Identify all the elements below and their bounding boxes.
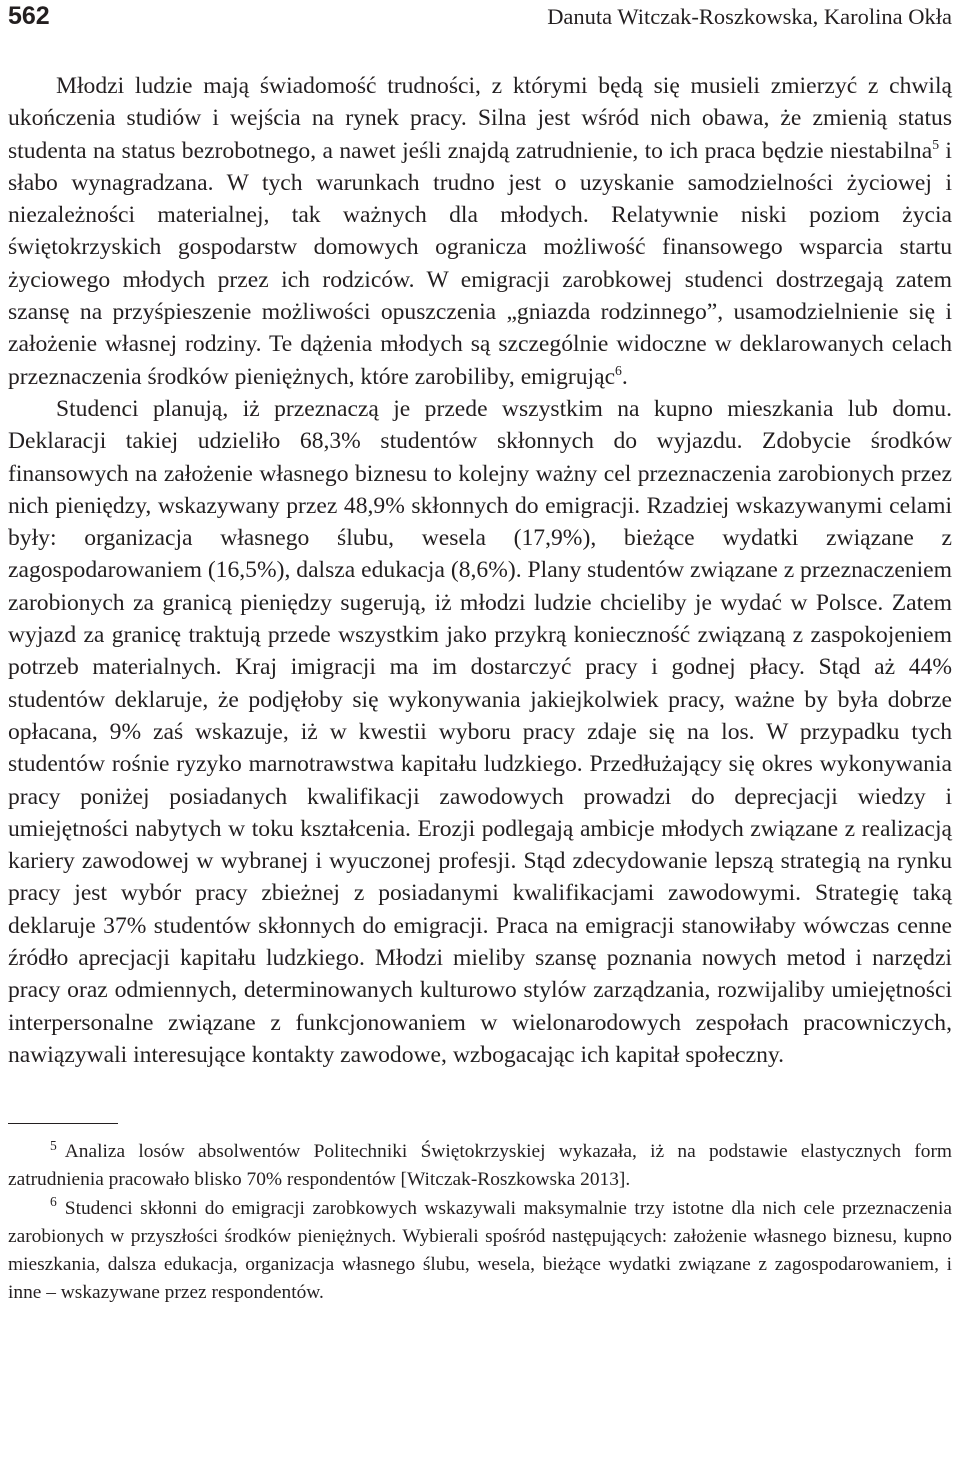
footnote [8,1195,952,1308]
page-number: 562 [8,2,50,30]
running-head-authors: Danuta Witczak-Roszkowska, Karolina Okła [547,4,952,29]
footnote [8,1138,952,1194]
document-page [8,0,952,1307]
paragraph-text: . [621,363,628,390]
footnote-number: 6 [50,1194,57,1210]
footnote-text: Studenci skłonni do emigracji zarobkowych wskazywali maksymalnie trzy istotne dla nich cele przeznaczenia zarobionych w przyszłości środków pieniężnych. Wybierali spośród następujących: założenie własnego biznesu, kupno mieszkania, dalsza edukacja, organizacja własnego ślubu, wesela, bieżące wydatki związane z zagospodarowaniem, i inne – wskazywane przez respondentów. [8,1197,952,1304]
footnote-reference[interactable]: 5 [932,136,940,152]
footnote-number: 5 [50,1137,57,1153]
body-paragraph: Studenci planują, iż przeznaczą je przede wszystkim na kupno mieszkania lub domu. Deklaracji takiej udzieliło 68,3% studentów skłonnych do wyjazdu. Zdobycie środków finansowych na założenie własnego biznesu to kolejny ważny cel przeznaczenia zarobionych przez nich pieniędzy, wskazywany przez 48,9% skłonnych do emigracji. Rzadziej wskazywanymi celami były: organizacja własnego ślubu, wesela (17,9%), bieżące wydatki związane z zagospodarowaniem (16,5%), dalsza edukacja (8,6%). Plany studentów związane z przeznaczeniem zarobionych za granicą pieniędzy sugerują, iż młodzi ludzie chcieliby je wydać w Polsce. Zatem wyjazd za granicę traktują przede wszystkim jako przykrą konieczność związaną z zaspokojeniem potrzeb materialnych. Kraj imigracji ma im dostarczyć pracy i godnej płacy. Stąd aż 44% studentów deklaruje, że podjęłoby się wykonywania jakiejkolwiek pracy, ważne by była dobrze opłacana, 9% zaś wskazuje, iż w kwestii wyboru pracy zdaje się na los. W przypadku tych studentów rośnie ryzyko marnotrawstwa kapitału ludzkiego. Przedłużający się okres wykonywania pracy poniżej posiadanych kwalifikacji zawodowych prowadzi do deprecjacji wiedzy i umiejętności nabytych w toku kształcenia. Erozji podlegają ambicje młodych związane z realizacją kariery zawodowej w wybranej i wyuczonej profesji. Stąd zdecydowanie lepszą strategią na rynku pracy jest wybór pracy zbieżnej z posiadanymi kwalifikacjami zawodowymi. Strategię taką deklaruje 37% studentów skłonnych do emigracji. Praca na emigracji stanowiłaby wówczas cenne źródło aprecjacji kapitału ludzkiego. Młodzi mieliby szansę poznania nowych metod i narzędzi pracy oraz odmiennych, determinowanych kulturowo stylów zarządzania, rozwijaliby umiejętności interpersonalne związane z funkcjonowaniem w wielonarodowych zespołach pracowniczych, nawiązywali interesujące kontakty zawodowe, wzbogacając ich kapitał społeczny. [8,395,952,1068]
paragraph-text: i słabo wynagradzana. W tych warunkach trudno jest o uzyskanie samodzielności życiowej i niezależności materialnej, tak ważnych dla młodych. Relatywnie niski poziom życia świętokrzyskich gospodarstw domowych ogranicza możliwość finansowego wsparcia startu życiowego młodych przez ich rodziców. W emigracji zarobkowej studenci dostrzegają zatem szansę na przyśpieszenie możliwości opuszczenia „gniazda rodzinnego”, usamodzielnienie się i założenie własnej rodziny. Te dążenia młodych są szczególnie widoczne w deklarowanych celach przeznaczenia środków pieniężnych, które zarobiliby, emigrując [8,137,952,390]
footnote-separator [8,1123,118,1124]
footnote-reference[interactable]: 6 [615,362,622,378]
running-head [8,0,952,42]
footnotes [8,1138,952,1307]
body-paragraph [8,70,952,393]
paragraph-text: Młodzi ludzie mają świadomość trudności, z którymi będą się musieli zmierzyć z chwilą ukończenia studiów i wejścia na rynek pracy. Silna jest wśród nich obawa, że zmienią status studenta na status bezrobotnego, a nawet jeśli znajdą zatrudnienie, to ich praca będzie niestabilna [8,73,952,164]
footnote-text: Analiza losów absolwentów Politechniki Świętokrzyskiej wykazała, iż na podstawie elastycznych form zatrudnienia pracowało blisko 70% respondentów [Witczak-Roszkowska 2013]. [8,1141,952,1191]
body-text [8,70,952,1071]
